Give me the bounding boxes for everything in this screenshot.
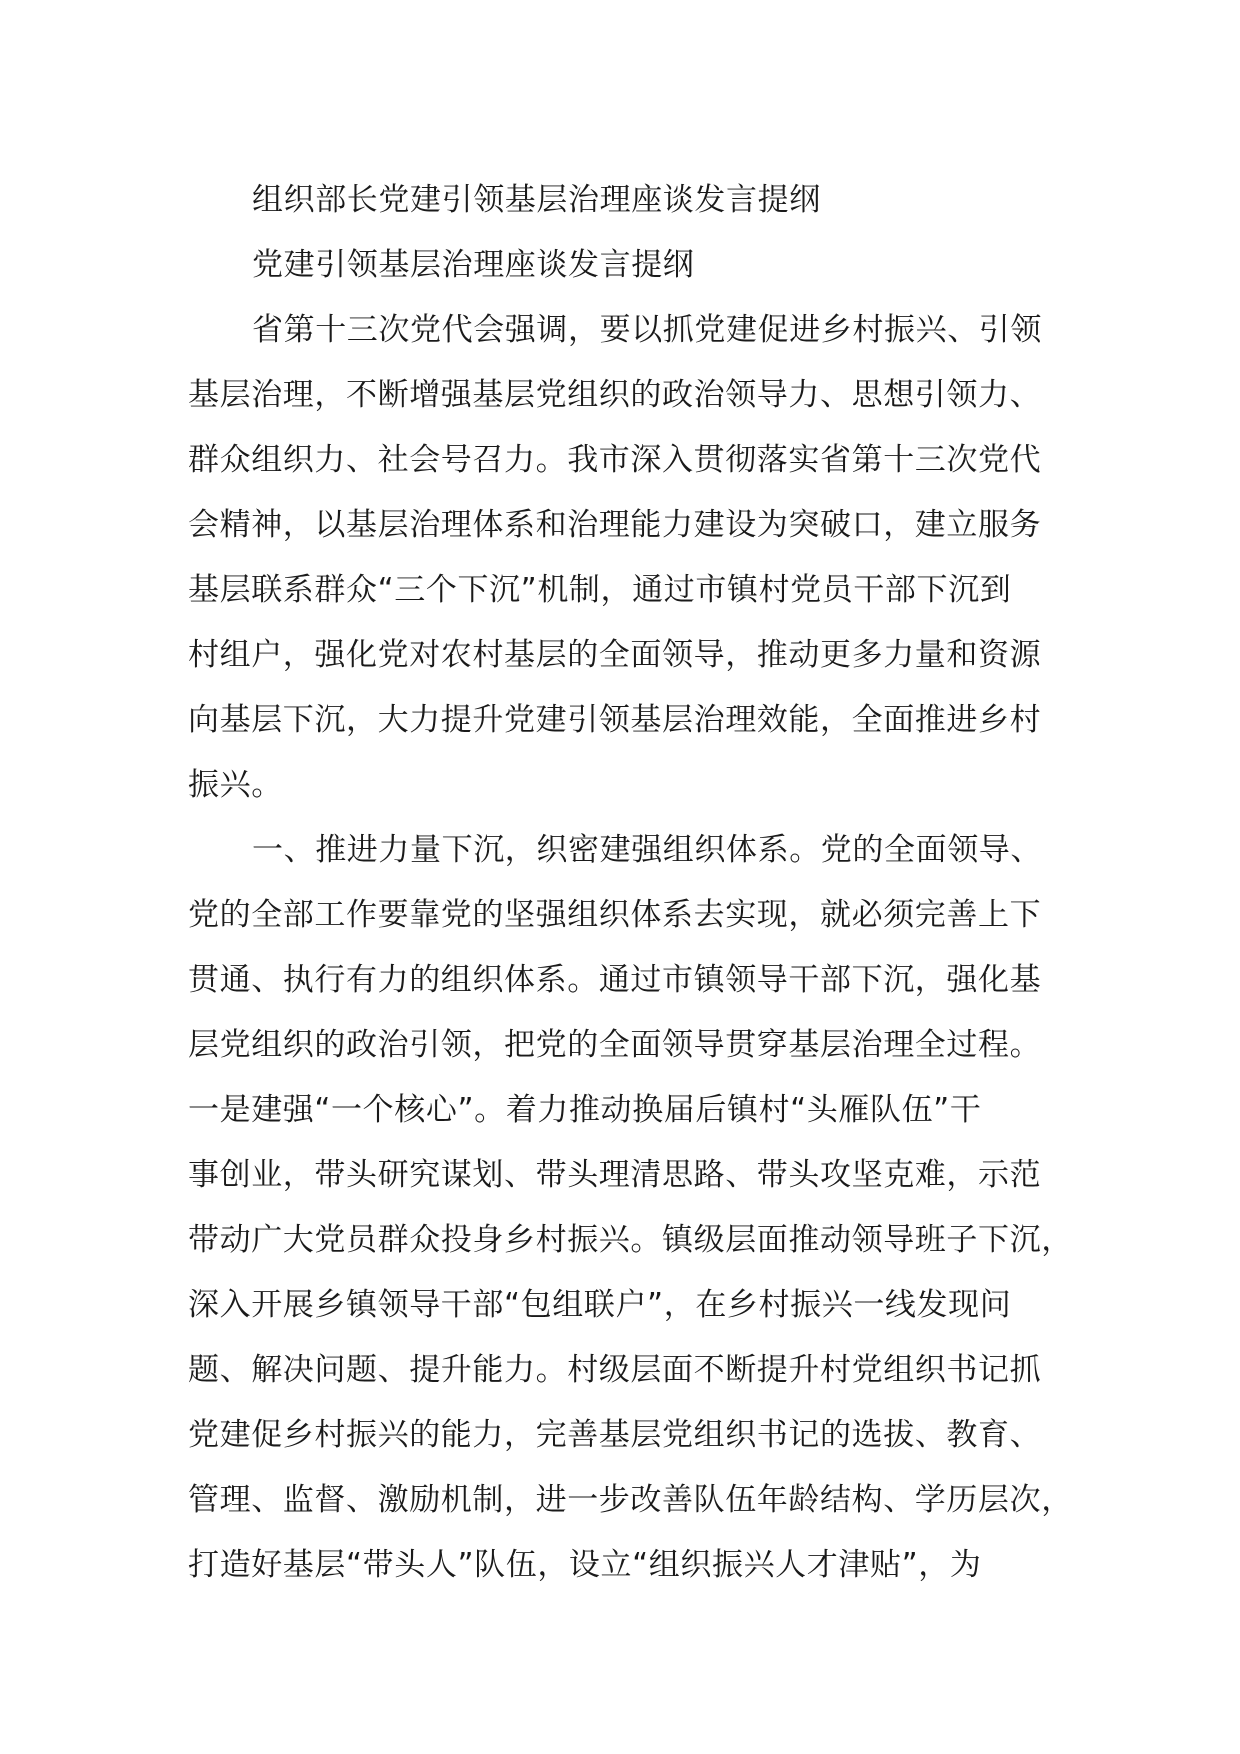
paragraph-line: 党建促乡村振兴的能力，完善基层党组织书记的选拔、教育、	[188, 1417, 1042, 1453]
paragraph-line: 打造好基层“带头人”队伍，设立“组织振兴人才津贴”，为	[188, 1547, 982, 1583]
paragraph-line: 事创业，带头研究谋划、带头理清思路、带头攻坚克难，示范	[188, 1157, 1042, 1193]
paragraph-line: 党的全部工作要靠党的坚强组织体系去实现，就必须完善上下	[188, 897, 1042, 933]
paragraph-line: 省第十三次党代会强调，要以抓党建促进乡村振兴、引领	[252, 312, 1042, 348]
paragraph-line: 会精神，以基层治理体系和治理能力建设为突破口，建立服务	[188, 507, 1042, 543]
paragraph-line: 一是建强“一个核心”。着力推动换届后镇村“头雁队伍”干	[188, 1092, 982, 1128]
paragraph-line: 深入开展乡镇领导干部“包组联户”，在乡村振兴一线发现问	[188, 1287, 1012, 1323]
paragraph-line: 题、解决问题、提升能力。村级层面不断提升村党组织书记抓	[188, 1352, 1042, 1388]
paragraph-line: 向基层下沉，大力提升党建引领基层治理效能，全面推进乡村	[188, 702, 1042, 738]
document-body	[188, 168, 1073, 1598]
document-subtitle: 党建引领基层治理座谈发言提纲	[252, 247, 695, 283]
paragraph-line: 基层治理，不断增强基层党组织的政治领导力、思想引领力、	[188, 377, 1042, 413]
paragraph-line: 基层联系群众“三个下沉”机制，通过市镇村党员干部下沉到	[188, 572, 1012, 608]
paragraph-line: 管理、监督、激励机制，进一步改善队伍年龄结构、学历层次，	[188, 1482, 1073, 1518]
paragraph-line: 振兴。	[188, 767, 283, 803]
paragraph-line: 贯通、执行有力的组织体系。通过市镇领导干部下沉，强化基	[188, 962, 1042, 998]
paragraph-line: 群众组织力、社会号召力。我市深入贯彻落实省第十三次党代	[188, 442, 1042, 478]
paragraph-line: 村组户，强化党对农村基层的全面领导，推动更多力量和资源	[188, 637, 1042, 673]
paragraph-line: 带动广大党员群众投身乡村振兴。镇级层面推动领导班子下沉，	[188, 1222, 1073, 1258]
document-title: 组织部长党建引领基层治理座谈发言提纲	[252, 182, 821, 218]
paragraph-line: 一、推进力量下沉，织密建强组织体系。党的全面领导、	[252, 832, 1042, 868]
paragraph-line: 层党组织的政治引领，把党的全面领导贯穿基层治理全过程。	[188, 1027, 1042, 1063]
